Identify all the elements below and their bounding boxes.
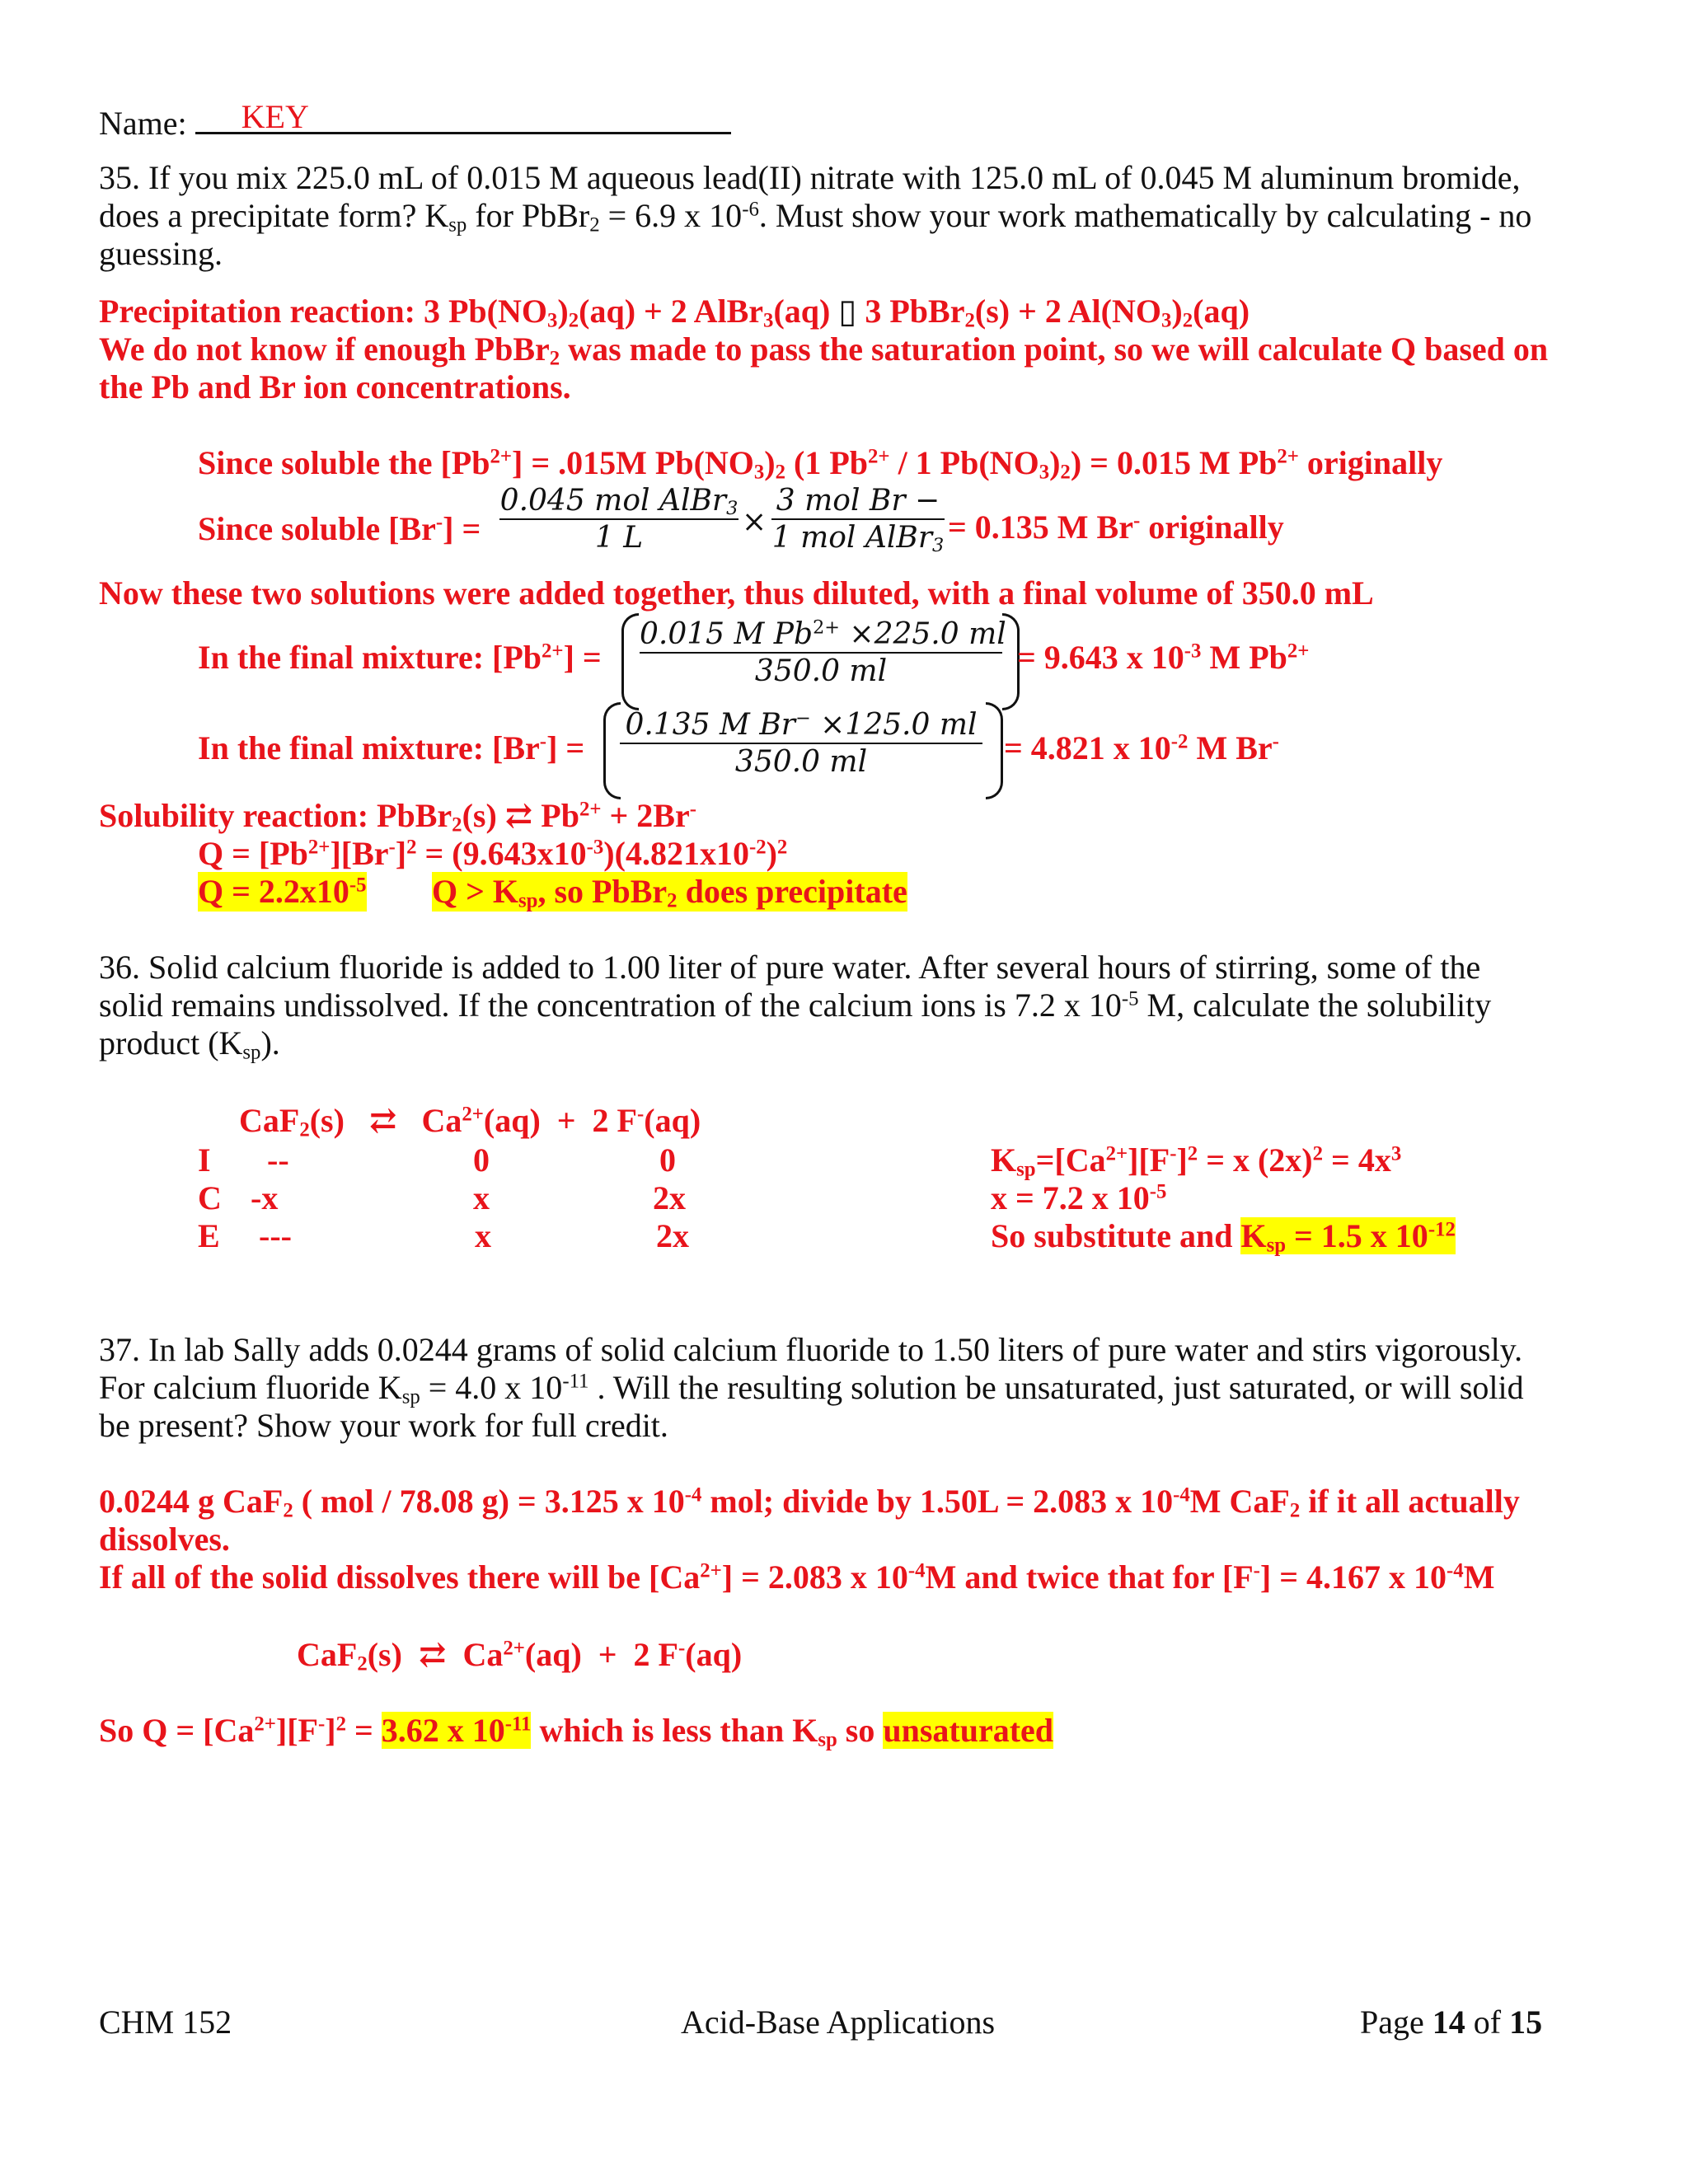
left-paren-icon (621, 613, 639, 710)
q35-question-line-1: 35. If you mix 225.0 mL of 0.015 M aqueous lead(II) nitrate with 125.0 mL of 0.045 M aluminum bromide, (99, 159, 1521, 196)
ice-cell: 2x (656, 1217, 689, 1254)
q37-question-line-2: For calcium fluoride $K_{sp} = 4.0$ x $10^{-11}$ . Will the resulting solution be unsaturated, just saturated, or will solid (99, 1369, 1524, 1408)
q37-calc-line-3: If all of the solid dissolves there will be $[Ca^{2+}] = 2.083$ x $10^{-4}M$ and twice that for [F-] = 4.167 x $10^{-4}M$ (99, 1558, 1495, 1596)
ice-reaction-header: CaF$_2$(s) ⇄ $Ca^{2+}(aq) + 2$ F-(aq) (239, 1102, 701, 1141)
ice-cell: -x (251, 1179, 279, 1216)
q37-question-line-1: 37. In lab Sally adds 0.0244 grams of solid calcium fluoride to 1.50 liters of pure water and stirs vigorously. (99, 1331, 1523, 1368)
ice-cell: 2x (653, 1179, 686, 1216)
q-expression: $Q = [Pb^{2+}][Br^-]^2 = (9.643x10^{-3})(4.821x10^{-2})^2$ (198, 835, 788, 872)
ice-cell: --- (259, 1217, 292, 1254)
ksp-expression: $K_{sp}=[Ca^{2+}][F^-]^2 = x$ $(2x)^2 = 4x^3$ (991, 1141, 1402, 1181)
ice-cell: 0 (473, 1141, 490, 1179)
reaction-arrow-icon: ▯ (838, 293, 857, 330)
q37-calc-line-1: 0.0244 g CaF$_2$ ( mol / 78.08 g) = 3.125 x $10^{-4}$ mol; divide by 1.50L = 2.083 x $10^{-4}M$ CaF$_2$ if it all actually (99, 1483, 1520, 1522)
final-br-label: In the final mixture: [Br-] = (198, 729, 585, 766)
ice-row-label: I (198, 1141, 211, 1179)
q37-reaction: CaF$_2$(s) ⇄ $Ca^{2+}(aq) + 2$ F-(aq) (297, 1636, 743, 1675)
unsaturated-highlight: unsaturated (883, 1712, 1054, 1749)
times-sign: × (742, 505, 767, 539)
q36-question-line-2: solid remains undissolved. If the concentration of the calcium ions is 7.2 x $10^{-5}$ M, calculate the solubility (99, 987, 1492, 1024)
final-pb-fraction: 0.015 M $Pb^{2+} \times 225.0$ ml 350.0 ml (640, 616, 1006, 689)
precipitation-reaction: Precipitation reaction: 3 $Pb(NO_3)_2(aq) + 2$ AlBr$_3$(aq) ▯ 3 PbBr$_2$(s) + 2 $Al(NO_3)_2(aq)$ (99, 293, 1250, 332)
final-br-fraction: 0.135 M Br− ×125.0 ml 350.0 ml (620, 707, 982, 780)
final-pb-result: = 9.643 x $10^{-3}$ M $Pb^{2+}$ (1017, 639, 1310, 676)
final-pb-label: In the final mixture: $[Pb^{2+}]$ = (198, 639, 602, 676)
q35-question-line-3: guessing. (99, 235, 223, 272)
ice-cell: -- (267, 1141, 289, 1179)
final-br-result: = 4.821 x $10^{-2}$ M Br- (1004, 729, 1279, 766)
solubility-reaction: Solubility reaction: PbBr$_2$(s) ⇄ $Pb^{2+} + 2Br^-$ (99, 797, 697, 837)
since-soluble-pb: Since soluble the $[Pb^{2+}] = .015M$ $Pb(NO_3)_2$ (1 $Pb^{2+} / 1$ $Pb(NO_3)_2) = 0.015$ M $Pb^{2+}$ originally (198, 444, 1443, 484)
q37-q-line: So $Q = [Ca^{2+}][F^-]^2 = 3.62$ x $10^{-11}$ which is less than $K_{sp}$ so unsaturated (99, 1712, 1054, 1751)
br-original-result: = 0.135 M Br- originally (948, 509, 1284, 546)
ice-cell: 0 (659, 1141, 676, 1179)
name-label: Name: (99, 105, 187, 142)
ice-cell: x (475, 1217, 491, 1254)
ice-cell: x (473, 1179, 490, 1216)
ice-row-label: E (198, 1217, 220, 1254)
q35-intro-line-1: We do not know if enough PbBr$_2$ was made to pass the saturation point, so we will calculate Q based on (99, 330, 1549, 370)
q37-q-value-highlight: 3.62 x $10^{-11}$ (381, 1712, 532, 1749)
ice-row-label: C (198, 1179, 222, 1216)
x-value: x = 7.2 x $10^{-5}$ (991, 1179, 1167, 1216)
q36-question-line-3: product $(K_{sp})$. (99, 1024, 280, 1064)
name-value: KEY (241, 98, 309, 135)
left-paren-icon (603, 702, 621, 799)
footer-topic: Acid-Base Applications (681, 2004, 996, 2041)
q36-question-line-1: 36. Solid calcium fluoride is added to 1.00 liter of pure water. After several hours of stirring, some of the (99, 949, 1481, 986)
br-fraction-2: 3 mol Br − 1 mol AlBr$_3$ (771, 484, 945, 557)
q-value-highlight: $Q = 2.2x10^{-5}$ (198, 873, 367, 910)
q35-question-line-2: does a precipitate form? $K_{sp}$ for PbBr$_2$ = 6.9 x $10^{-6}$. Must show your work mathematically by calculating - no (99, 197, 1532, 237)
q35-intro-line-2: the Pb and Br ion concentrations. (99, 368, 571, 405)
ksp-result-highlight: $K_{sp} = 1.5$ x $10^{-12}$ (1240, 1217, 1456, 1257)
footer-course: CHM 152 (99, 2004, 232, 2041)
right-paren-icon (986, 702, 1003, 799)
dilution-statement: Now these two solutions were added together, thus diluted, with a final volume of 350.0 mL (99, 574, 1374, 612)
q37-calc-line-2: dissolves. (99, 1521, 230, 1558)
footer-page-number: Page 14 of 15 (1360, 2004, 1543, 2041)
ksp-substitute: So substitute and $K_{sp} = 1.5$ x $10^{-12}$ (991, 1217, 1456, 1257)
br-fraction-1: 0.045 mol AlBr$_3$ 1 L (499, 484, 738, 555)
name-line (99, 99, 731, 143)
precipitate-conclusion: $Q > K_{sp}$, so PbBr$_2$ does precipitate (432, 873, 907, 912)
since-soluble-br: Since soluble [Br-] = (198, 510, 481, 547)
q37-question-line-3: be present? Show your work for full credit. (99, 1407, 668, 1444)
